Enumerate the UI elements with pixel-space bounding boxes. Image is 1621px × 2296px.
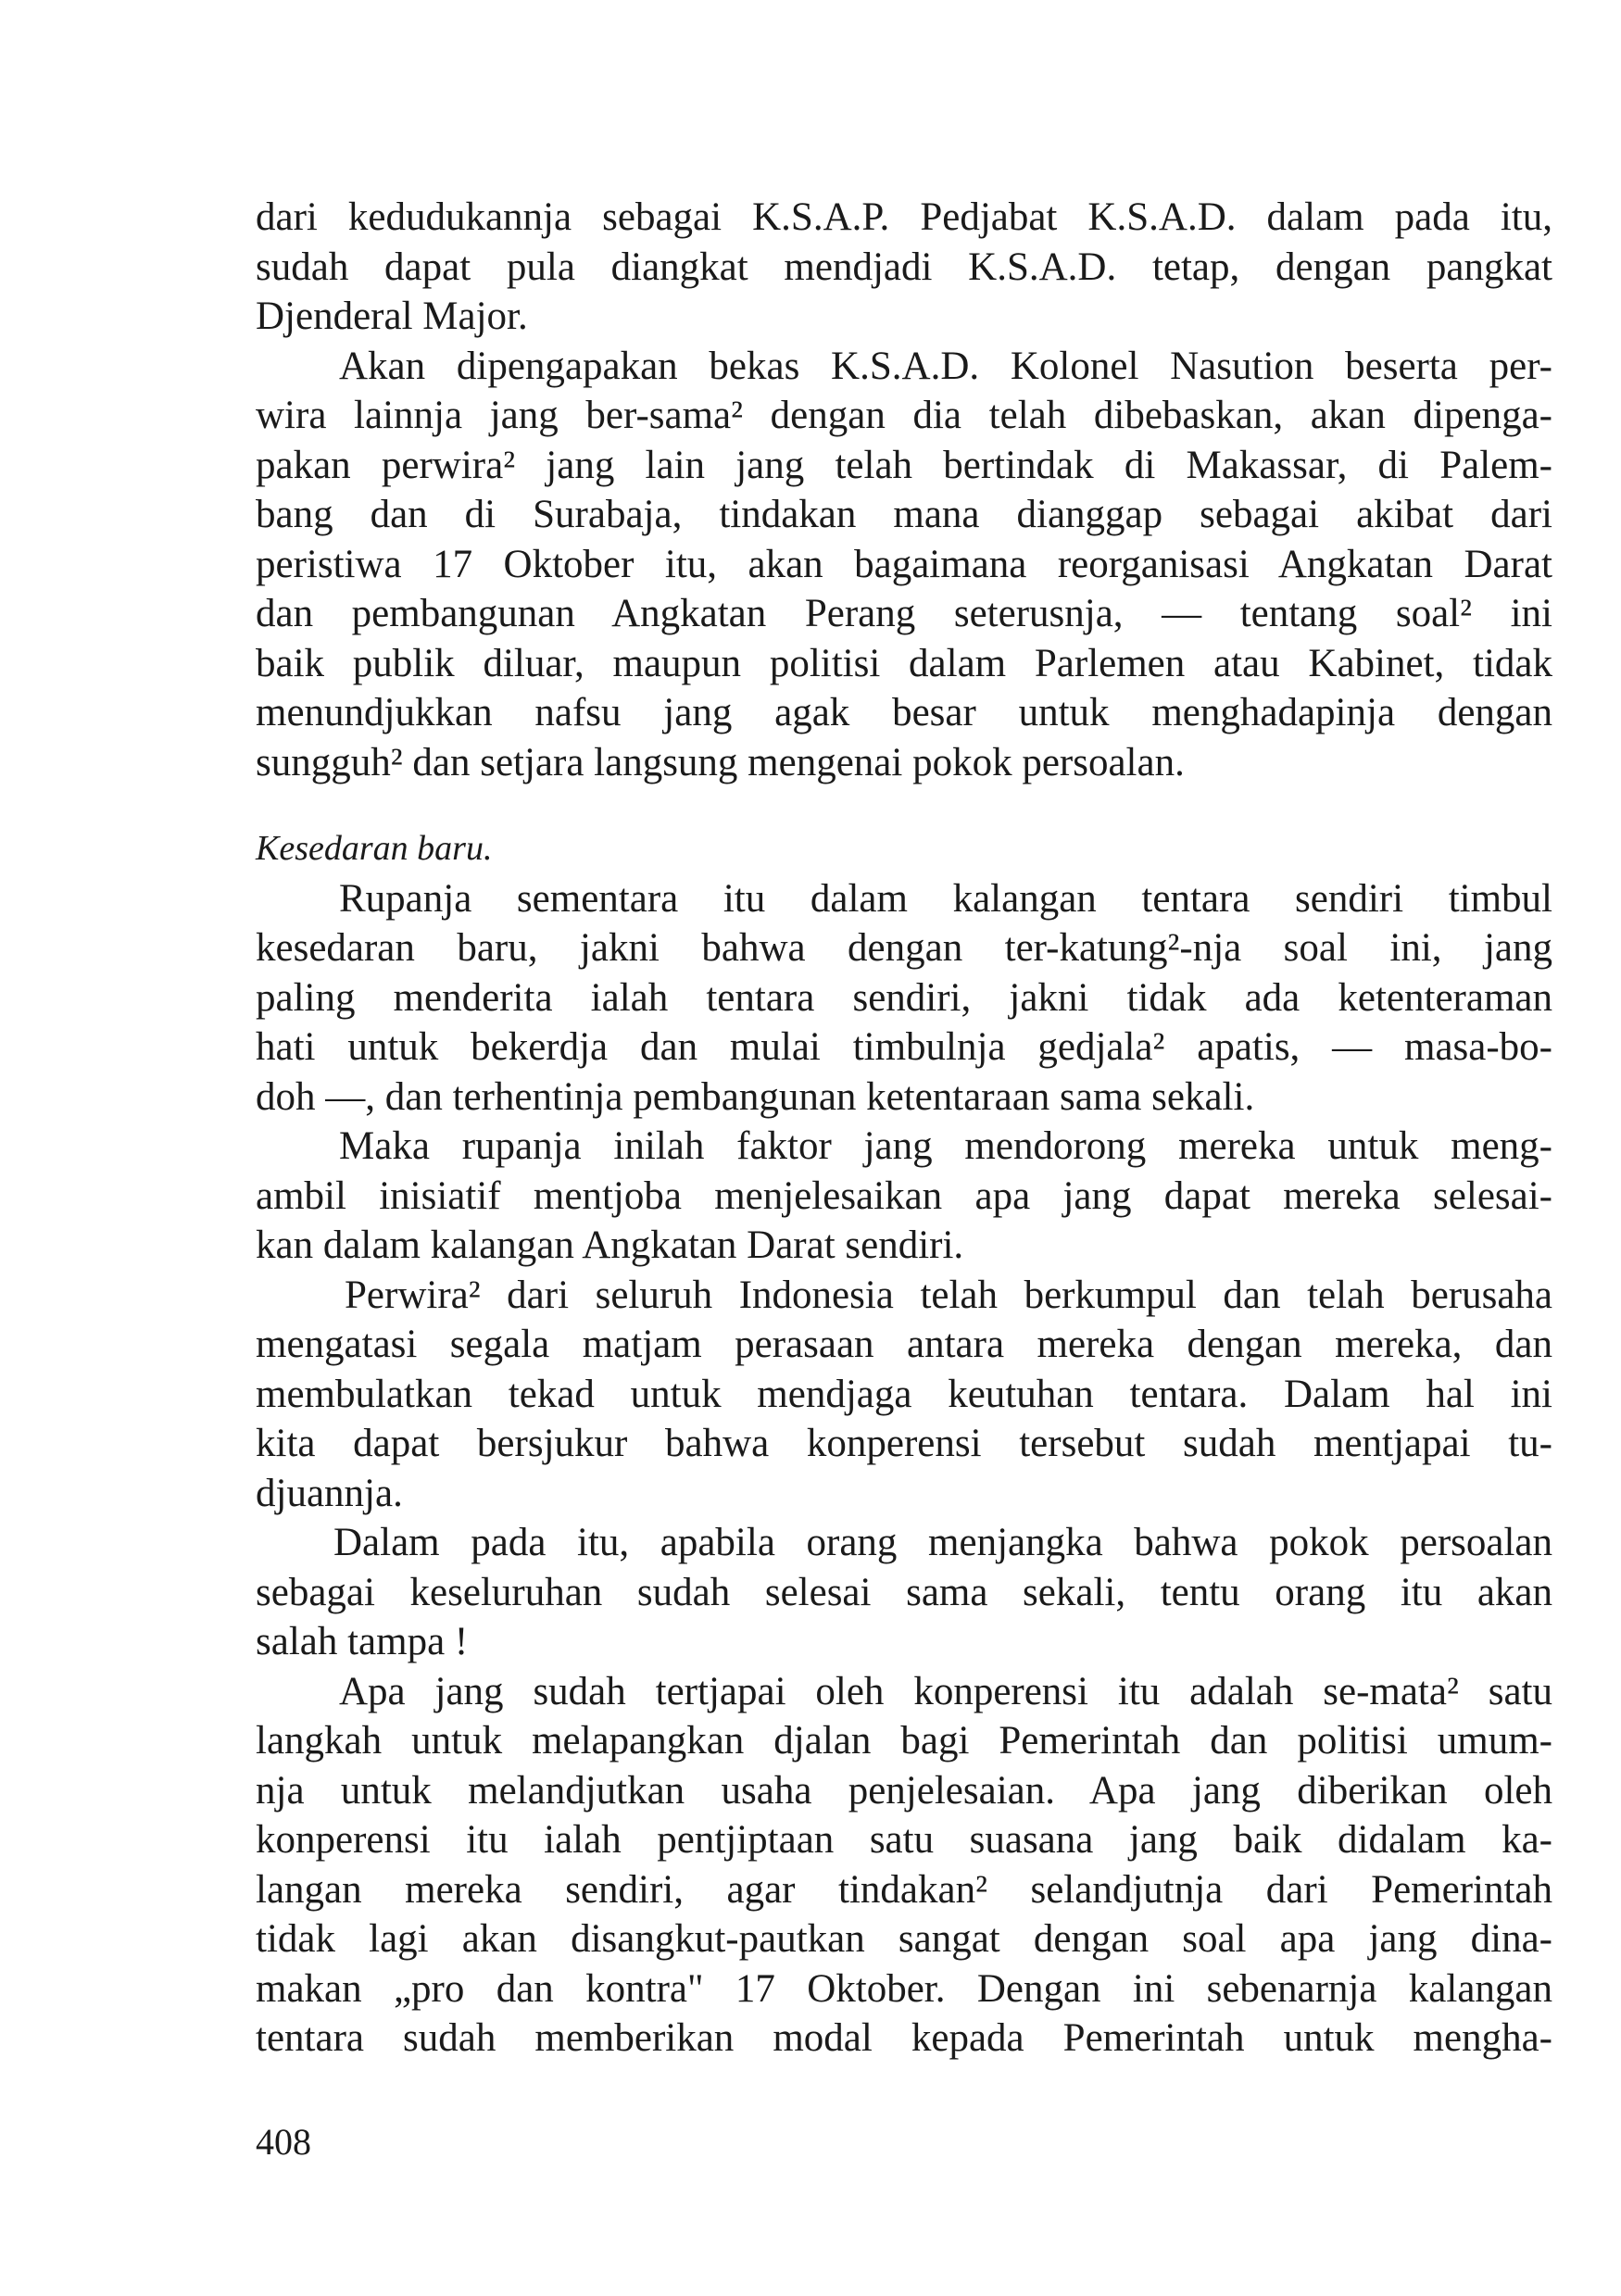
page-number: 408 (256, 2121, 311, 2163)
text-line: pakan perwira² jang lain jang telah bertindak di Makassar, di Palem- (256, 443, 1552, 487)
text-line: kita dapat bersjukur bahwa konperensi tersebut sudah mentjapai tu- (256, 1422, 1552, 1465)
text-line: peristiwa 17 Oktober itu, akan bagaimana reorganisasi Angkatan Darat (256, 542, 1552, 586)
text-line: menundjukkan nafsu jang agak besar untuk menghadapinja dengan (256, 691, 1552, 734)
text-line: membulatkan tekad untuk mendjaga keutuhan tentara. Dalam hal ini (256, 1372, 1552, 1416)
text-line: kan dalam kalangan Angkatan Darat sendiri. (256, 1223, 964, 1267)
paragraph (256, 1122, 1552, 1271)
text-line: Dalam pada itu, apabila orang menjangka bahwa pokok persoalan (333, 1521, 1552, 1564)
section-heading: Kesedaran baru. (256, 829, 493, 868)
paragraph (256, 1667, 1552, 2064)
text-line: makan „pro dan kontra" 17 Oktober. Dengan ini sebenarnja kalangan (256, 1966, 1552, 2011)
text-line: ambil inisiatif mentjoba menjelesaikan apa jang dapat mereka selesai- (256, 1173, 1552, 1218)
text-line: hati untuk bekerdja dan mulai timbulnja gedjala² apatis, — masa-bo- (256, 1025, 1552, 1069)
text-line: djuannja. (256, 1471, 403, 1515)
text-line: baik publik diluar, maupun politisi dalam Parlemen atau Kabinet, tidak (256, 641, 1552, 685)
text-line: salah tampa ! (256, 1620, 469, 1663)
text-line: paling menderita ialah tentara sendiri, jakni tidak ada ketenteraman (256, 975, 1552, 1020)
text-line: sebagai keseluruhan sudah selesai sama sekali, tentu orang itu akan (256, 1570, 1552, 1614)
text-line: langkah untuk melapangkan djalan bagi Pemerintah dan politisi umum- (256, 1719, 1552, 1763)
text-line: Maka rupanja inilah faktor jang mendorong mereka untuk meng- (339, 1124, 1552, 1168)
text-line: Perwira² dari seluruh Indonesia telah berkumpul dan telah berusaha (345, 1273, 1552, 1317)
text-line: tidak lagi akan disangkut-pautkan sangat dengan soal apa jang dina- (256, 1917, 1552, 1961)
text-line: Rupanja sementara itu dalam kalangan tentara sendiri timbul (339, 876, 1552, 921)
text-line: mengatasi segala matjam perasaan antara mereka dengan mereka, dan (256, 1323, 1552, 1366)
text-line: kesedaran baru, jakni bahwa dengan ter-katung²-nja soal ini, jang (256, 926, 1552, 970)
text-line: sungguh² dan setjara langsung mengenai pokok persoalan. (256, 740, 1185, 784)
text-line: tentara sudah memberikan modal kepada Pemerintah untuk mengha- (256, 2016, 1552, 2060)
text-line: Akan dipengapakan bekas K.S.A.D. Kolonel Nasution beserta per- (339, 344, 1552, 388)
text-line: dan pembangunan Angkatan Perang seterusnja, — tentang soal² ini (256, 592, 1552, 635)
body-text (256, 193, 1552, 2064)
paragraph (256, 342, 1552, 788)
paragraph (256, 1518, 1552, 1667)
text-line: nja untuk melandjutkan usaha penjelesaian. Apa jang diberikan oleh (256, 1768, 1552, 1813)
paragraph (256, 193, 1552, 342)
text-line: doh —, dan terhentinja pembangunan ketentaraan sama sekali. (256, 1074, 1255, 1119)
text-line: sudah dapat pula diangkat mendjadi K.S.A.D. tetap, dengan pangkat (256, 245, 1552, 289)
text-line: Apa jang sudah tertjapai oleh konperensi itu adalah se-mata² satu (339, 1669, 1552, 1713)
paragraph (256, 874, 1552, 1123)
text-line: wira lainnja jang ber-sama² dengan dia telah dibebaskan, akan dipenga- (256, 394, 1552, 437)
text-line: konperensi itu ialah pentjiptaan satu suasana jang baik didalam ka- (256, 1818, 1552, 1862)
paragraph (256, 1271, 1552, 1519)
text-line: dari kedudukannja sebagai K.S.A.P. Pedjabat K.S.A.D. dalam pada itu, (256, 195, 1552, 239)
text-line: langan mereka sendiri, agar tindakan² selandjutnja dari Pemerintah (256, 1867, 1552, 1912)
text-line: bang dan di Surabaja, tindakan mana dianggap sebagai akibat dari (256, 493, 1552, 536)
text-line: Djenderal Major. (256, 295, 528, 338)
